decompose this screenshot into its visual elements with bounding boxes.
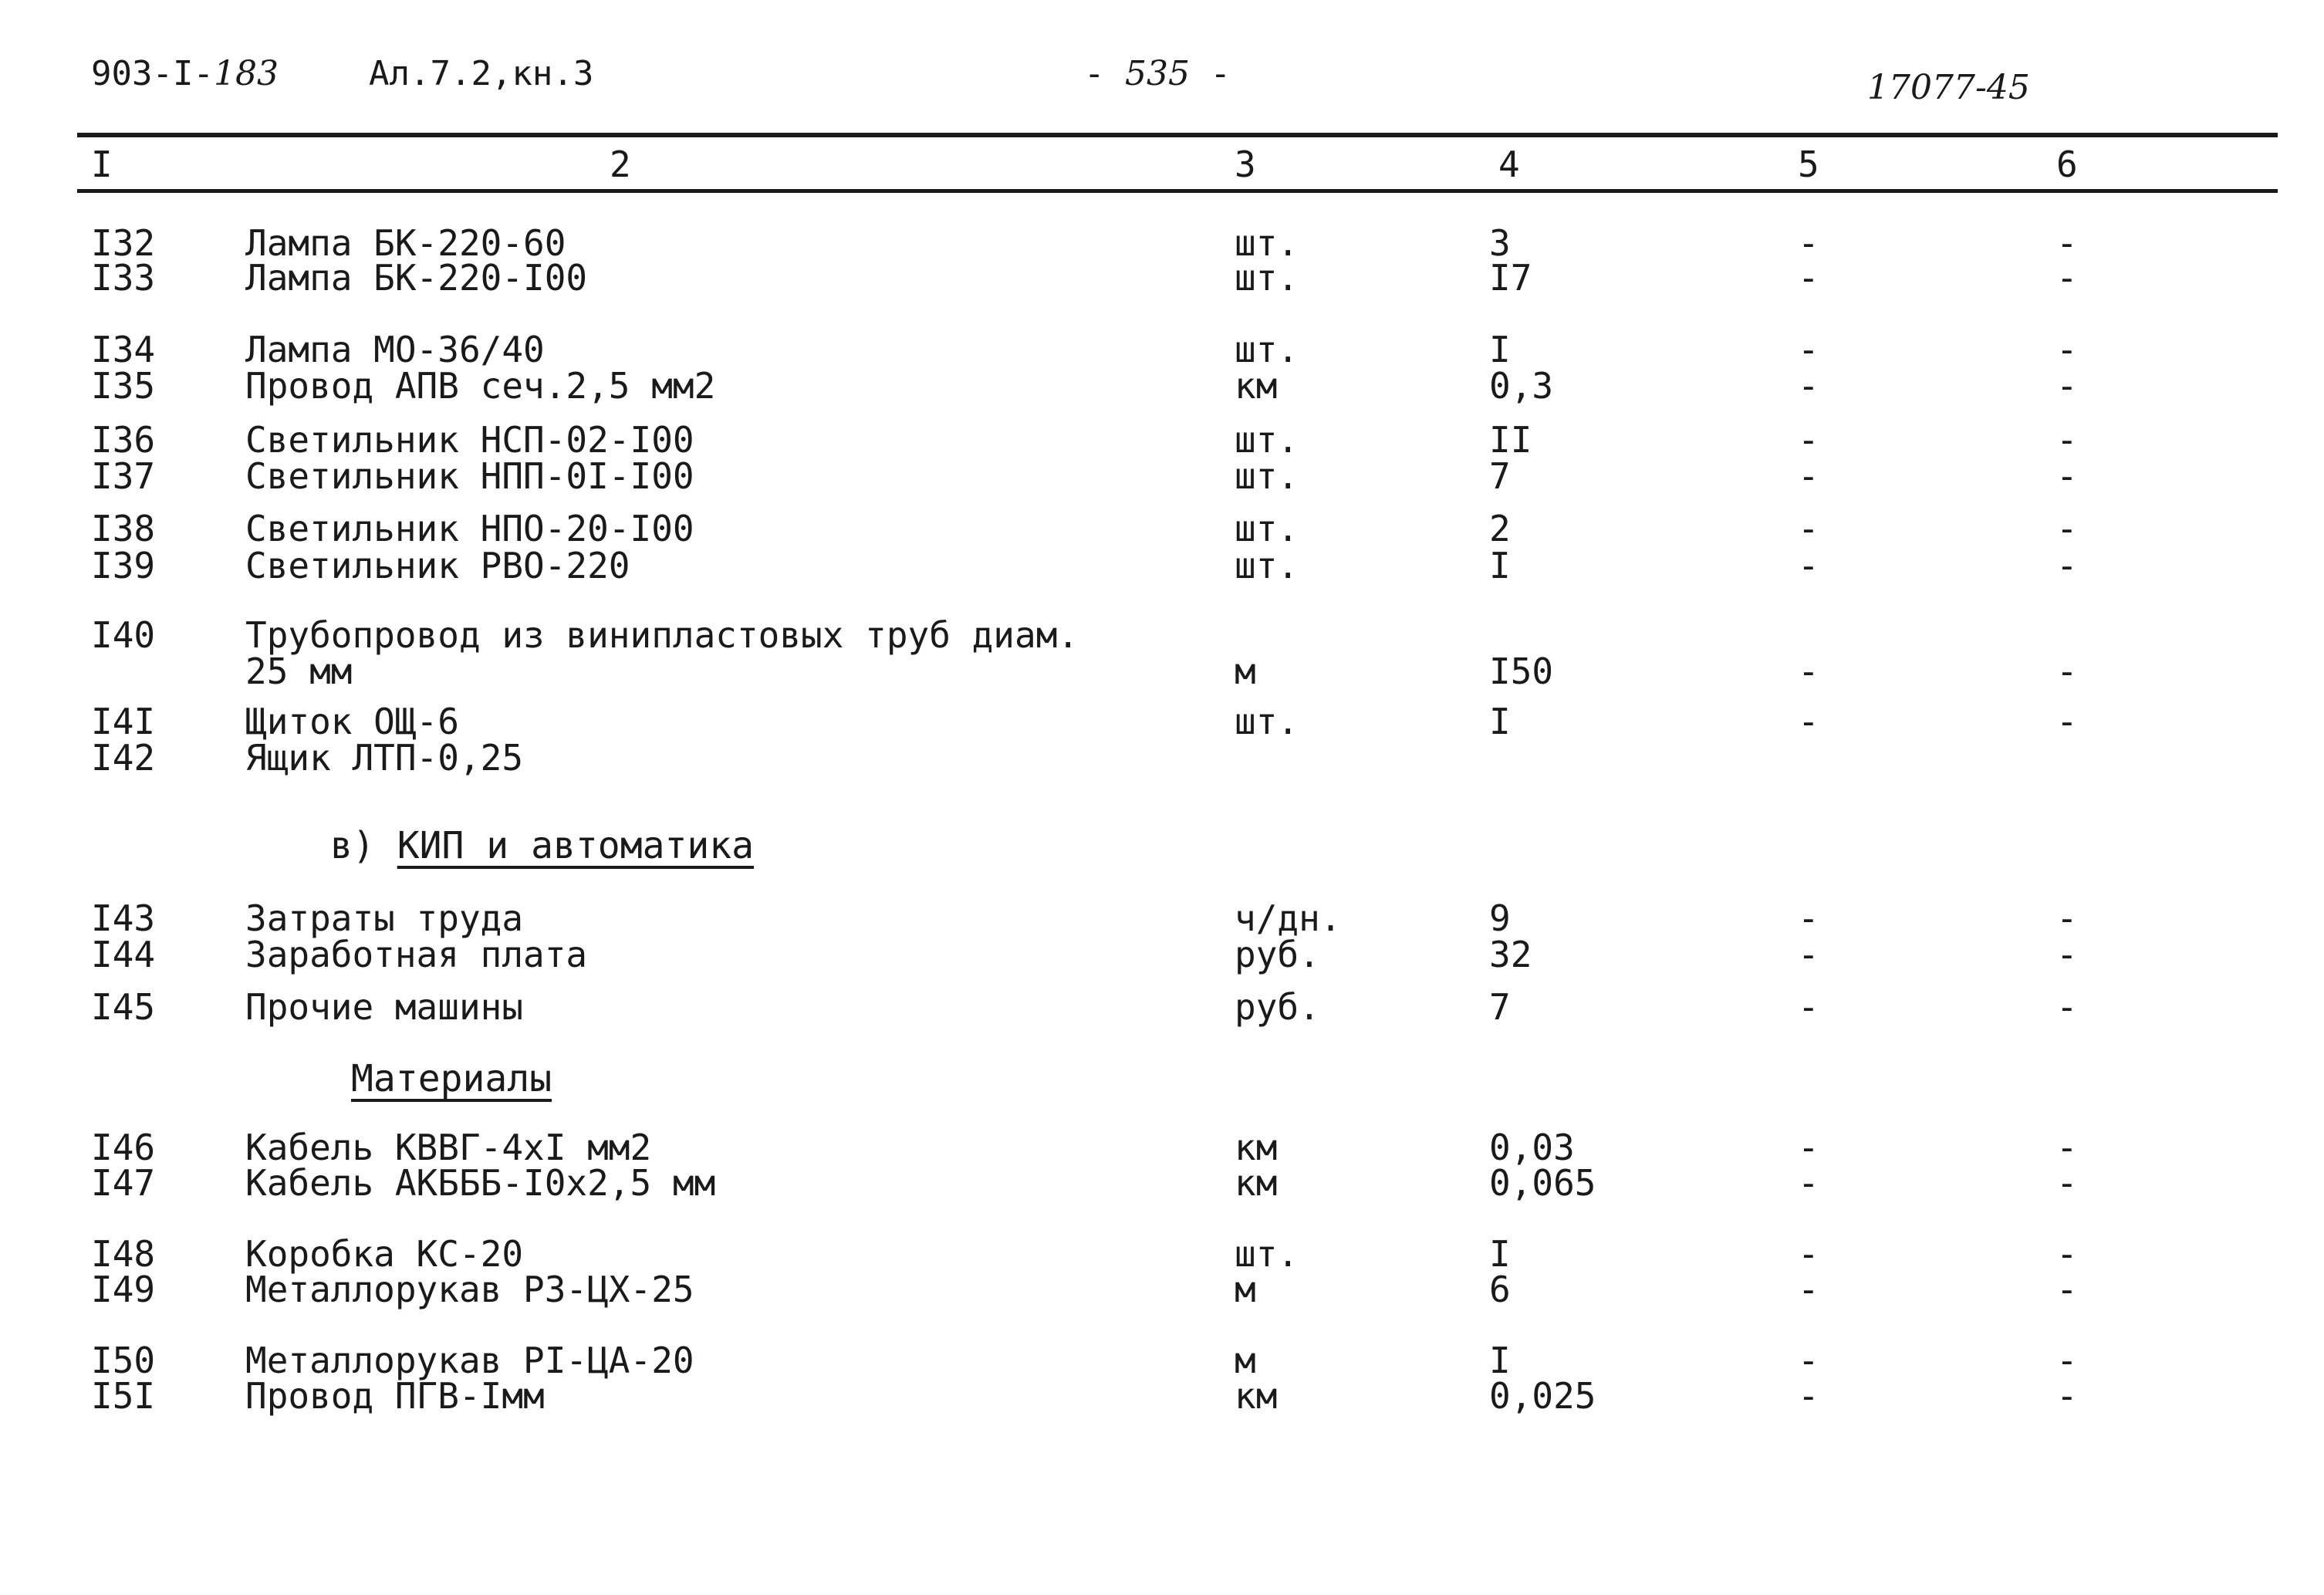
table-row — [0, 1270, 2324, 1309]
row-col5: - — [1798, 455, 1819, 497]
table-row — [0, 935, 2324, 974]
row-name: Лампа БК-220-60 — [245, 222, 566, 264]
row-name: Лампа МО-36/40 — [245, 329, 545, 370]
table-row — [0, 652, 2324, 691]
document-code-handwritten: 183 — [213, 54, 279, 93]
row-col6: - — [2056, 222, 2078, 264]
row-col6: - — [2056, 1127, 2078, 1168]
table-row — [0, 330, 2324, 369]
row-number: I4I — [91, 701, 156, 742]
table-row — [0, 367, 2324, 405]
row-name: Лампа БК-220-I00 — [245, 257, 588, 299]
row-name: Металлорукав Р3-ЦХ-25 — [245, 1269, 694, 1310]
row-col6: - — [2056, 897, 2078, 939]
row-quantity: 0,3 — [1489, 365, 1554, 407]
row-name: Провод ПГВ-Iмм — [245, 1375, 545, 1417]
column-header-4: 4 — [1498, 144, 1520, 185]
row-quantity: 7 — [1489, 455, 1511, 497]
row-name: Светильник НПП-0I-I00 — [245, 455, 694, 497]
row-col6: - — [2056, 701, 2078, 742]
row-number: I37 — [91, 455, 156, 497]
row-quantity: II — [1489, 419, 1532, 461]
row-unit: шт. — [1235, 545, 1299, 586]
row-col6: - — [2056, 986, 2078, 1028]
table-row — [0, 509, 2324, 548]
row-number: I46 — [91, 1127, 156, 1168]
row-col6: - — [2056, 934, 2078, 975]
table-row — [0, 1128, 2324, 1167]
row-col5: - — [1798, 1162, 1819, 1204]
row-col6: - — [2056, 329, 2078, 370]
row-number: I36 — [91, 419, 156, 461]
row-col6: - — [2056, 1340, 2078, 1381]
row-name: Заработная плата — [245, 934, 588, 975]
column-header-2: 2 — [610, 144, 631, 185]
row-col6: - — [2056, 1269, 2078, 1310]
row-unit: шт. — [1235, 455, 1299, 497]
row-unit: ч/дн. — [1235, 897, 1342, 939]
row-quantity: I — [1489, 545, 1511, 586]
header-top-rule — [77, 133, 2278, 137]
row-quantity: 6 — [1489, 1269, 1511, 1310]
row-col5: - — [1798, 329, 1819, 370]
column-header-5: 5 — [1798, 144, 1819, 185]
row-number: I40 — [91, 614, 156, 656]
row-number: I44 — [91, 934, 156, 975]
row-col6: - — [2056, 508, 2078, 549]
row-unit: м — [1235, 651, 1256, 692]
row-number: I49 — [91, 1269, 156, 1310]
row-number: I50 — [91, 1340, 156, 1381]
column-header-6: 6 — [2056, 144, 2078, 185]
row-unit: шт. — [1235, 701, 1299, 742]
row-unit: км — [1235, 1127, 1278, 1168]
row-name: Металлорукав РI-ЦА-20 — [245, 1340, 694, 1381]
row-col6: - — [2056, 455, 2078, 497]
row-name: Затраты труда — [245, 897, 524, 939]
row-col5: - — [1798, 1233, 1819, 1275]
row-col6: - — [2056, 419, 2078, 461]
row-name: Кабель АКБББ-I0х2,5 мм — [245, 1162, 716, 1204]
row-name: Кабель КВВГ-4хI мм2 — [245, 1127, 652, 1168]
row-number: I35 — [91, 365, 156, 407]
row-col5: - — [1798, 1127, 1819, 1168]
row-quantity: 9 — [1489, 897, 1511, 939]
row-name: Ящик ЛТП-0,25 — [245, 737, 524, 779]
row-unit: шт. — [1235, 1233, 1299, 1275]
row-number: I32 — [91, 222, 156, 264]
row-unit: руб. — [1235, 934, 1320, 975]
row-quantity: I7 — [1489, 257, 1532, 299]
row-name: Щиток ОЩ-6 — [245, 701, 459, 742]
row-name: Прочие машины — [245, 986, 524, 1028]
row-quantity: 2 — [1489, 508, 1511, 549]
section-heading-materials: Материалы — [351, 1057, 552, 1100]
row-col5: - — [1798, 365, 1819, 407]
section-heading-kip: в) КИП и автоматика — [330, 824, 755, 867]
document-code: 903-I-183 — [91, 54, 279, 93]
row-col5: - — [1798, 1375, 1819, 1417]
row-name: Трубопровод из винипластовых труб диам. — [245, 614, 1079, 656]
row-number: I47 — [91, 1162, 156, 1204]
row-col5: - — [1798, 651, 1819, 692]
row-col6: - — [2056, 1162, 2078, 1204]
row-unit: шт. — [1235, 419, 1299, 461]
row-col5: - — [1798, 257, 1819, 299]
row-number: I39 — [91, 545, 156, 586]
document-number: 17077-45 — [1867, 68, 2030, 107]
row-name: 25 мм — [245, 651, 353, 692]
row-number: I45 — [91, 986, 156, 1028]
row-col6: - — [2056, 365, 2078, 407]
row-quantity: I — [1489, 1233, 1511, 1275]
page-number: - 535 - — [1084, 54, 1231, 93]
row-unit: шт. — [1235, 508, 1299, 549]
column-header-1: I — [91, 144, 113, 185]
row-quantity: 7 — [1489, 986, 1511, 1028]
row-number: I5I — [91, 1375, 156, 1417]
table-row — [0, 421, 2324, 459]
row-unit: км — [1235, 365, 1278, 407]
row-col6: - — [2056, 545, 2078, 586]
row-col5: - — [1798, 1269, 1819, 1310]
row-quantity: I50 — [1489, 651, 1554, 692]
row-unit: м — [1235, 1269, 1256, 1310]
table-row — [0, 702, 2324, 741]
row-unit: шт. — [1235, 329, 1299, 370]
row-quantity: 0,03 — [1489, 1127, 1575, 1168]
row-name: Светильник РВО-220 — [245, 545, 630, 586]
row-col5: - — [1798, 701, 1819, 742]
row-col5: - — [1798, 897, 1819, 939]
row-unit: шт. — [1235, 257, 1299, 299]
column-header-3: 3 — [1235, 144, 1256, 185]
row-quantity: 0,065 — [1489, 1162, 1596, 1204]
row-unit: км — [1235, 1375, 1278, 1417]
table-row — [0, 259, 2324, 297]
row-unit: м — [1235, 1340, 1256, 1381]
row-quantity: 3 — [1489, 222, 1511, 264]
row-unit: руб. — [1235, 986, 1320, 1028]
row-col5: - — [1798, 222, 1819, 264]
row-quantity: I — [1489, 329, 1511, 370]
row-col6: - — [2056, 1233, 2078, 1275]
row-col5: - — [1798, 986, 1819, 1028]
row-col6: - — [2056, 651, 2078, 692]
row-quantity: I — [1489, 1340, 1511, 1381]
row-name: Коробка КС-20 — [245, 1233, 524, 1275]
row-name: Светильник НСП-02-I00 — [245, 419, 694, 461]
row-unit: км — [1235, 1162, 1278, 1204]
table-row — [0, 546, 2324, 585]
row-col5: - — [1798, 419, 1819, 461]
table-row — [0, 457, 2324, 495]
row-col6: - — [2056, 257, 2078, 299]
row-number: I42 — [91, 737, 156, 779]
row-quantity: 0,025 — [1489, 1375, 1596, 1417]
table-row — [0, 738, 2324, 777]
table-row — [0, 988, 2324, 1026]
row-col5: - — [1798, 934, 1819, 975]
header-bottom-rule — [77, 189, 2278, 193]
table-row — [0, 616, 2324, 654]
album-reference: Ал.7.2,кн.3 — [369, 54, 594, 93]
table-row — [0, 1341, 2324, 1380]
table-row — [0, 1235, 2324, 1273]
row-name: Светильник НПО-20-I00 — [245, 508, 694, 549]
row-col5: - — [1798, 545, 1819, 586]
row-number: I48 — [91, 1233, 156, 1275]
table-row — [0, 1164, 2324, 1202]
row-col5: - — [1798, 508, 1819, 549]
row-col6: - — [2056, 1375, 2078, 1417]
row-number: I38 — [91, 508, 156, 549]
row-quantity: I — [1489, 701, 1511, 742]
row-col5: - — [1798, 1340, 1819, 1381]
table-row — [0, 899, 2324, 938]
table-row — [0, 1377, 2324, 1415]
row-number: I33 — [91, 257, 156, 299]
row-number: I43 — [91, 897, 156, 939]
row-unit: шт. — [1235, 222, 1299, 264]
row-quantity: 32 — [1489, 934, 1532, 975]
row-number: I34 — [91, 329, 156, 370]
row-name: Провод АПВ сеч.2,5 мм2 — [245, 365, 716, 407]
